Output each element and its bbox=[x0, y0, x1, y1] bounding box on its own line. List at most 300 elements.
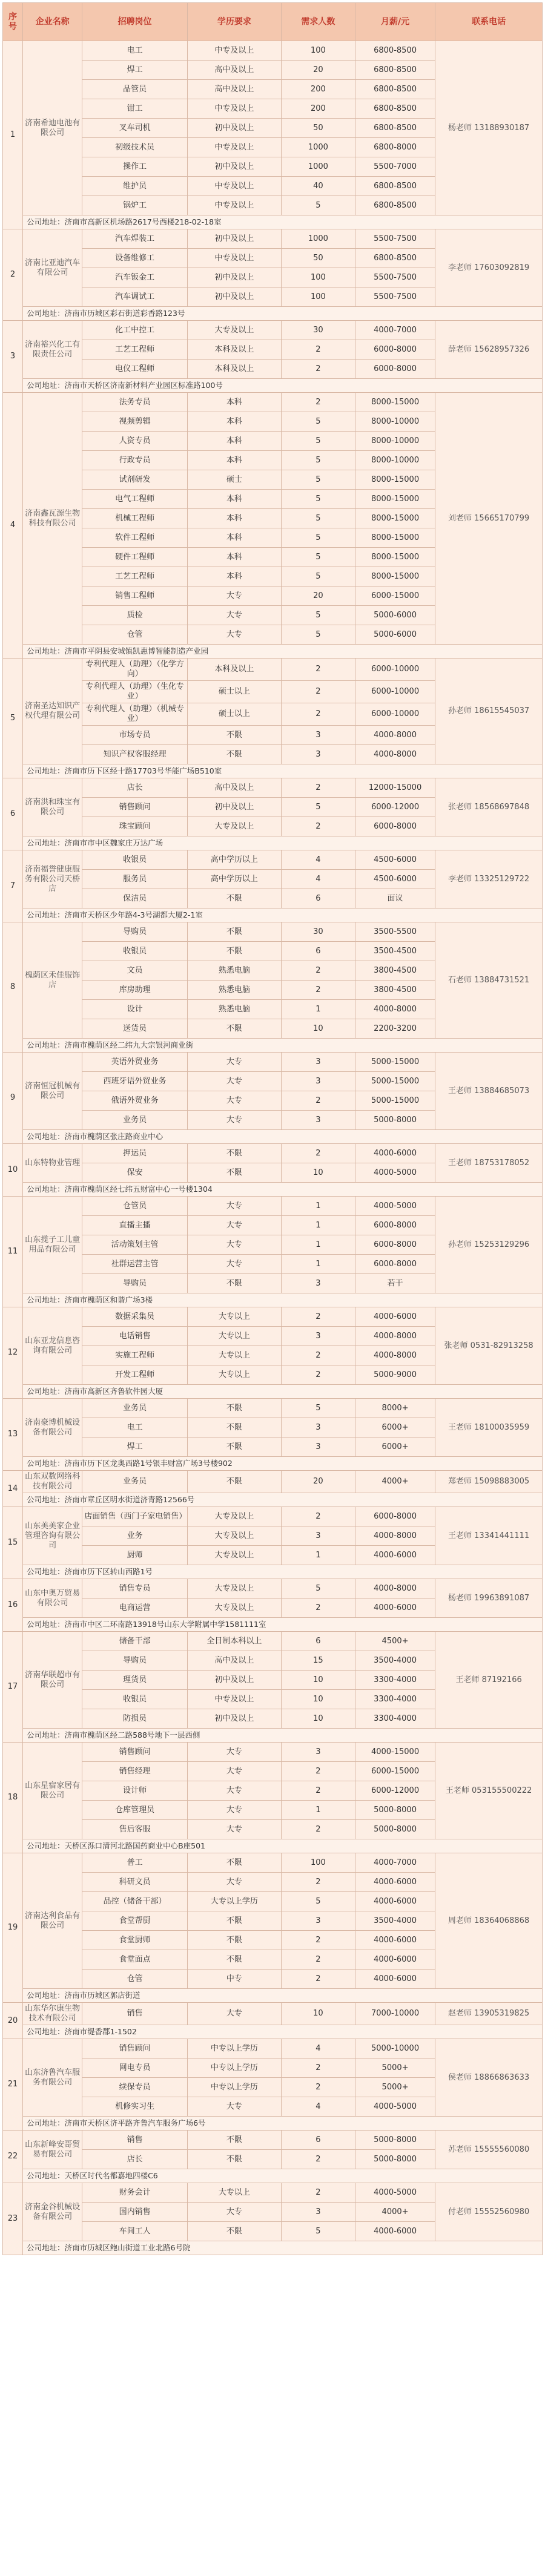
job-count: 5 bbox=[281, 625, 355, 645]
job-count: 1 bbox=[281, 1546, 355, 1565]
job-position: 直播主播 bbox=[82, 1216, 188, 1235]
job-position: 理货员 bbox=[82, 1671, 188, 1690]
company-contact: 张老师 18568697848 bbox=[435, 778, 543, 836]
job-salary: 5000+ bbox=[355, 2058, 435, 2078]
company-contact: 薛老师 15628957326 bbox=[435, 321, 543, 379]
job-salary: 6000-8000 bbox=[355, 1507, 435, 1526]
job-salary: 5500-7000 bbox=[355, 157, 435, 177]
address-row bbox=[3, 2117, 543, 2131]
job-salary: 5000-15000 bbox=[355, 1072, 435, 1091]
job-position: 业务员 bbox=[82, 1111, 188, 1130]
job-count: 1 bbox=[281, 1216, 355, 1235]
company-seq: 10 bbox=[3, 1144, 23, 1197]
job-position: 叉车司机 bbox=[82, 119, 188, 138]
address-row bbox=[3, 1130, 543, 1144]
header-contact: 联系电话 bbox=[435, 3, 543, 41]
header-position: 招聘岗位 bbox=[82, 3, 188, 41]
job-position: 车间工人 bbox=[82, 2222, 188, 2241]
job-salary: 4000+ bbox=[355, 1471, 435, 1493]
job-salary: 4500-6000 bbox=[355, 870, 435, 889]
job-education: 大专 bbox=[187, 2203, 281, 2222]
job-position: 销售顾问 bbox=[82, 1743, 188, 1762]
company-contact: 赵老师 13905319825 bbox=[435, 2003, 543, 2025]
job-position: 英语外贸业务 bbox=[82, 1053, 188, 1072]
job-education: 初中及以上 bbox=[187, 268, 281, 288]
job-position: 工艺工程师 bbox=[82, 567, 188, 586]
company-address: 公司地址：济南市市中区魏家庄万达广场 bbox=[23, 836, 543, 850]
job-education: 大专及以上 bbox=[187, 321, 281, 340]
table-row bbox=[3, 229, 543, 249]
job-position: 珠宝顾问 bbox=[82, 817, 188, 836]
job-salary: 3300-4000 bbox=[355, 1709, 435, 1729]
job-education: 本科 bbox=[187, 528, 281, 548]
job-count: 4 bbox=[281, 2039, 355, 2058]
job-position: 销售经理 bbox=[82, 1762, 188, 1781]
job-education: 大专 bbox=[187, 586, 281, 606]
address-row bbox=[3, 1385, 543, 1399]
address-row bbox=[3, 1293, 543, 1307]
address-row bbox=[3, 1039, 543, 1053]
job-position: 销售工程师 bbox=[82, 586, 188, 606]
job-education: 大专 bbox=[187, 1197, 281, 1216]
job-count: 1000 bbox=[281, 138, 355, 157]
job-salary: 5000-8000 bbox=[355, 1111, 435, 1130]
job-salary: 4000-6000 bbox=[355, 1950, 435, 1970]
job-education: 不限 bbox=[187, 1144, 281, 1163]
job-education: 大专 bbox=[187, 1053, 281, 1072]
recruitment-table bbox=[2, 2, 543, 2255]
job-education: 高中及以上 bbox=[187, 80, 281, 99]
job-education: 不限 bbox=[187, 1399, 281, 1418]
job-count: 3 bbox=[281, 1418, 355, 1438]
job-position: 化工中控工 bbox=[82, 321, 188, 340]
job-education: 大专 bbox=[187, 1072, 281, 1091]
job-salary: 2200-3200 bbox=[355, 1019, 435, 1039]
job-salary: 5000-6000 bbox=[355, 606, 435, 625]
job-position: 收银员 bbox=[82, 942, 188, 961]
job-count: 6 bbox=[281, 2131, 355, 2150]
job-count: 5 bbox=[281, 798, 355, 817]
job-salary: 4000-6000 bbox=[355, 1598, 435, 1618]
job-position: 西班牙语外贸业务 bbox=[82, 1072, 188, 1091]
job-education: 大专 bbox=[187, 1801, 281, 1820]
job-count: 4 bbox=[281, 2097, 355, 2117]
job-position: 品管员 bbox=[82, 80, 188, 99]
company-seq: 19 bbox=[3, 1853, 23, 2003]
company-contact: 王老师 18753178052 bbox=[435, 1144, 543, 1183]
job-count: 10 bbox=[281, 2003, 355, 2025]
company-contact: 王老师 87192166 bbox=[435, 1632, 543, 1729]
job-education: 不限 bbox=[187, 1163, 281, 1183]
job-position: 国内销售 bbox=[82, 2203, 188, 2222]
job-salary: 4000-5000 bbox=[355, 2097, 435, 2117]
job-salary: 6000-8000 bbox=[355, 340, 435, 360]
address-row bbox=[3, 836, 543, 850]
job-count: 2 bbox=[281, 1931, 355, 1950]
job-education: 大专以上 bbox=[187, 1365, 281, 1385]
job-education: 中专以上学历 bbox=[187, 2078, 281, 2097]
table-row bbox=[3, 393, 543, 412]
job-count: 5 bbox=[281, 548, 355, 567]
job-salary: 5000+ bbox=[355, 2078, 435, 2097]
job-salary: 4000-6000 bbox=[355, 2222, 435, 2241]
table-row bbox=[3, 659, 543, 681]
company-seq: 5 bbox=[3, 659, 23, 778]
job-salary: 6000-12000 bbox=[355, 798, 435, 817]
job-count: 2 bbox=[281, 1873, 355, 1892]
job-position: 仓库管理员 bbox=[82, 1801, 188, 1820]
job-position: 试剂研发 bbox=[82, 470, 188, 490]
address-row bbox=[3, 2025, 543, 2039]
company-contact: 侯老师 18866863633 bbox=[435, 2039, 543, 2117]
job-education: 初中及以上 bbox=[187, 1671, 281, 1690]
job-salary: 8000-10000 bbox=[355, 412, 435, 432]
job-count: 200 bbox=[281, 80, 355, 99]
company-name: 山东特物业管理 bbox=[23, 1144, 82, 1183]
company-name: 山东亚龙信息咨询有限公司 bbox=[23, 1307, 82, 1385]
job-count: 2 bbox=[281, 1781, 355, 1801]
job-position: 软件工程师 bbox=[82, 528, 188, 548]
address-row bbox=[3, 1618, 543, 1632]
job-salary: 3500-4500 bbox=[355, 942, 435, 961]
job-salary: 5000-8000 bbox=[355, 1820, 435, 1839]
job-salary: 6000-8000 bbox=[355, 360, 435, 379]
job-position: 销售顾问 bbox=[82, 2039, 188, 2058]
job-position: 防损员 bbox=[82, 1709, 188, 1729]
job-position: 业务 bbox=[82, 1526, 188, 1546]
job-count: 100 bbox=[281, 41, 355, 61]
job-salary: 4000-6000 bbox=[355, 1144, 435, 1163]
job-salary: 8000-15000 bbox=[355, 509, 435, 528]
company-address: 公司地址：济南市缇香郡1-1502 bbox=[23, 2025, 543, 2039]
company-address: 公司地址：济南市历城区鲍山街道工业北路6号院 bbox=[23, 2241, 543, 2255]
job-count: 2 bbox=[281, 2150, 355, 2169]
job-salary: 面议 bbox=[355, 889, 435, 908]
job-count: 5 bbox=[281, 196, 355, 215]
job-position: 设备维修工 bbox=[82, 249, 188, 268]
job-salary: 4000-7000 bbox=[355, 1853, 435, 1873]
job-education: 大专及以上 bbox=[187, 817, 281, 836]
job-education: 本科 bbox=[187, 490, 281, 509]
job-salary: 4000-8000 bbox=[355, 1579, 435, 1598]
job-education: 大专及以上 bbox=[187, 1507, 281, 1526]
job-count: 2 bbox=[281, 340, 355, 360]
company-contact: 郑老师 15098883005 bbox=[435, 1471, 543, 1493]
job-education: 大专 bbox=[187, 1216, 281, 1235]
job-count: 10 bbox=[281, 1019, 355, 1039]
job-position: 销售 bbox=[82, 2131, 188, 2150]
job-count: 2 bbox=[281, 1762, 355, 1781]
job-count: 10 bbox=[281, 1709, 355, 1729]
company-contact: 王老师 18100035959 bbox=[435, 1399, 543, 1457]
company-seq: 14 bbox=[3, 1471, 23, 1507]
job-education: 本科 bbox=[187, 432, 281, 451]
job-count: 1 bbox=[281, 1000, 355, 1019]
table-row bbox=[3, 321, 543, 340]
job-education: 不限 bbox=[187, 1853, 281, 1873]
job-education: 不限 bbox=[187, 726, 281, 745]
job-count: 3 bbox=[281, 1111, 355, 1130]
job-education: 不限 bbox=[187, 1471, 281, 1493]
job-education: 中专及以上 bbox=[187, 1690, 281, 1709]
job-education: 大专 bbox=[187, 1255, 281, 1274]
company-name: 济南裕兴化工有限责任公司 bbox=[23, 321, 82, 379]
job-position: 电话销售 bbox=[82, 1327, 188, 1346]
job-education: 初中及以上 bbox=[187, 1709, 281, 1729]
job-salary: 3300-4000 bbox=[355, 1671, 435, 1690]
company-name: 济南华联超市有限公司 bbox=[23, 1632, 82, 1729]
company-address: 公司地址：济南市历城区彩石街道彩香路123号 bbox=[23, 307, 543, 321]
job-position: 电工 bbox=[82, 41, 188, 61]
company-name: 济南达利食品有限公司 bbox=[23, 1853, 82, 1989]
company-address: 公司地址：济南市历城区郭店街道 bbox=[23, 1989, 543, 2003]
job-position: 保安 bbox=[82, 1163, 188, 1183]
job-salary: 3800-4500 bbox=[355, 961, 435, 981]
job-salary: 5000-10000 bbox=[355, 2039, 435, 2058]
job-salary: 5000-8000 bbox=[355, 1801, 435, 1820]
job-position: 库房助理 bbox=[82, 981, 188, 1000]
company-seq: 9 bbox=[3, 1053, 23, 1144]
job-position: 导购员 bbox=[82, 1651, 188, 1671]
job-count: 1000 bbox=[281, 229, 355, 249]
job-education: 不限 bbox=[187, 1019, 281, 1039]
job-salary: 5000-6000 bbox=[355, 625, 435, 645]
job-position: 汽车钣金工 bbox=[82, 268, 188, 288]
company-seq: 7 bbox=[3, 850, 23, 922]
address-row bbox=[3, 1183, 543, 1197]
job-education: 大专 bbox=[187, 1762, 281, 1781]
job-education: 大专 bbox=[187, 625, 281, 645]
address-row bbox=[3, 1989, 543, 2003]
job-count: 5 bbox=[281, 432, 355, 451]
job-position: 钳工 bbox=[82, 99, 188, 119]
job-education: 初中及以上 bbox=[187, 798, 281, 817]
job-education: 不限 bbox=[187, 1950, 281, 1970]
job-position: 实施工程师 bbox=[82, 1346, 188, 1365]
job-position: 市场专员 bbox=[82, 726, 188, 745]
table-row bbox=[3, 1399, 543, 1418]
job-education: 硕士以上 bbox=[187, 681, 281, 703]
job-education: 中专以上学历 bbox=[187, 2058, 281, 2078]
job-education: 不限 bbox=[187, 1911, 281, 1931]
job-position: 店面销售（西门子家电销售） bbox=[82, 1507, 188, 1526]
table-row bbox=[3, 1307, 543, 1327]
table-row bbox=[3, 1144, 543, 1163]
company-address: 公司地址：济南市天桥区济平路齐鲁汽车服务广场6号 bbox=[23, 2117, 543, 2131]
job-education: 全日制本科以上 bbox=[187, 1632, 281, 1651]
job-count: 3 bbox=[281, 1274, 355, 1293]
job-count: 10 bbox=[281, 1671, 355, 1690]
job-count: 2 bbox=[281, 1598, 355, 1618]
company-address: 公司地址：天桥区时代名都嘉地四楼C6 bbox=[23, 2169, 543, 2183]
job-salary: 4000-8000 bbox=[355, 1346, 435, 1365]
job-position: 普工 bbox=[82, 1853, 188, 1873]
job-salary: 3800-4500 bbox=[355, 981, 435, 1000]
job-count: 1 bbox=[281, 1255, 355, 1274]
job-salary: 6000-8000 bbox=[355, 1216, 435, 1235]
job-salary: 3500-4000 bbox=[355, 1651, 435, 1671]
job-education: 不限 bbox=[187, 1274, 281, 1293]
job-education: 大专以上 bbox=[187, 2183, 281, 2203]
job-salary: 8000-10000 bbox=[355, 451, 435, 470]
job-position: 机械工程师 bbox=[82, 509, 188, 528]
company-name: 山东美美家企业管理咨询有限公司 bbox=[23, 1507, 82, 1565]
company-address: 公司地址：济南市高新区机场路2617号西楼218-02-18室 bbox=[23, 215, 543, 229]
table-row bbox=[3, 1197, 543, 1216]
job-position: 食堂帮厨 bbox=[82, 1911, 188, 1931]
job-education: 本科及以上 bbox=[187, 659, 281, 681]
job-position: 机修实习生 bbox=[82, 2097, 188, 2117]
job-count: 10 bbox=[281, 1690, 355, 1709]
job-education: 中专及以上 bbox=[187, 41, 281, 61]
company-name: 济南鑫瓦源生物科技有限公司 bbox=[23, 393, 82, 645]
job-count: 20 bbox=[281, 586, 355, 606]
job-salary: 6000+ bbox=[355, 1418, 435, 1438]
company-seq: 20 bbox=[3, 2003, 23, 2039]
address-row bbox=[3, 2169, 543, 2183]
job-education: 高中及以上 bbox=[187, 61, 281, 80]
header-count: 需求人数 bbox=[281, 3, 355, 41]
company-name: 山东中奥万贸易有限公司 bbox=[23, 1579, 82, 1618]
job-salary: 5000-8000 bbox=[355, 2150, 435, 2169]
job-education: 大专及以上 bbox=[187, 1546, 281, 1565]
job-education: 大专 bbox=[187, 1743, 281, 1762]
job-count: 2 bbox=[281, 2183, 355, 2203]
job-count: 2 bbox=[281, 2058, 355, 2078]
job-position: 法务专员 bbox=[82, 393, 188, 412]
job-count: 4 bbox=[281, 850, 355, 870]
job-position: 锅炉工 bbox=[82, 196, 188, 215]
job-position: 收银员 bbox=[82, 850, 188, 870]
company-contact: 王老师 053155500222 bbox=[435, 1743, 543, 1839]
job-salary: 8000-15000 bbox=[355, 470, 435, 490]
job-salary: 6800-8500 bbox=[355, 99, 435, 119]
job-position: 售后客服 bbox=[82, 1820, 188, 1839]
job-count: 6 bbox=[281, 889, 355, 908]
job-education: 熟悉电脑 bbox=[187, 981, 281, 1000]
job-education: 大专及以上 bbox=[187, 1526, 281, 1546]
job-count: 5 bbox=[281, 2222, 355, 2241]
job-education: 大专及以上 bbox=[187, 1579, 281, 1598]
company-address: 公司地址：济南市槐荫区张庄路商业中心 bbox=[23, 1130, 543, 1144]
job-count: 100 bbox=[281, 1853, 355, 1873]
job-count: 2 bbox=[281, 1970, 355, 1989]
job-position: 专利代理人（助理）（化学方向） bbox=[82, 659, 188, 681]
job-education: 本科 bbox=[187, 509, 281, 528]
company-name: 济南恒冠机械有限公司 bbox=[23, 1053, 82, 1130]
table-row bbox=[3, 922, 543, 942]
job-salary: 6000-12000 bbox=[355, 1781, 435, 1801]
job-education: 硕士 bbox=[187, 470, 281, 490]
job-count: 2 bbox=[281, 778, 355, 798]
job-position: 质检 bbox=[82, 606, 188, 625]
company-address: 公司地址：济南市中区二环南路13918号山东大学附属中学1581111室 bbox=[23, 1618, 543, 1632]
job-salary: 6000+ bbox=[355, 1438, 435, 1457]
job-position: 店长 bbox=[82, 778, 188, 798]
job-position: 焊工 bbox=[82, 61, 188, 80]
job-salary: 4000-5000 bbox=[355, 1197, 435, 1216]
company-contact: 刘老师 15665170799 bbox=[435, 393, 543, 645]
job-salary: 6000-10000 bbox=[355, 703, 435, 726]
job-count: 5 bbox=[281, 1892, 355, 1911]
job-salary: 4000-6000 bbox=[355, 1873, 435, 1892]
company-contact: 苏老师 15555560080 bbox=[435, 2131, 543, 2169]
job-salary: 6000-8000 bbox=[355, 1235, 435, 1255]
job-salary: 8000-15000 bbox=[355, 567, 435, 586]
job-salary: 5000-15000 bbox=[355, 1091, 435, 1111]
company-name: 山东济鲁汽车服务有限公司 bbox=[23, 2039, 82, 2117]
job-salary: 4000-5000 bbox=[355, 1163, 435, 1183]
job-salary: 4500+ bbox=[355, 1632, 435, 1651]
job-count: 6 bbox=[281, 1632, 355, 1651]
job-salary: 4000-6000 bbox=[355, 1931, 435, 1950]
job-position: 初级技术员 bbox=[82, 138, 188, 157]
address-row bbox=[3, 2241, 543, 2255]
job-salary: 8000+ bbox=[355, 1399, 435, 1418]
job-position: 仓管 bbox=[82, 625, 188, 645]
company-name: 槐荫区禾佳服饰店 bbox=[23, 922, 82, 1039]
job-count: 100 bbox=[281, 288, 355, 307]
job-salary: 4000-8000 bbox=[355, 1327, 435, 1346]
header-salary: 月薪/元 bbox=[355, 3, 435, 41]
job-count: 50 bbox=[281, 119, 355, 138]
table-row bbox=[3, 1471, 543, 1493]
job-count: 2 bbox=[281, 817, 355, 836]
company-seq: 11 bbox=[3, 1197, 23, 1307]
company-name: 济南洪和珠宝有限公司 bbox=[23, 778, 82, 836]
job-position: 销售专员 bbox=[82, 1579, 188, 1598]
job-count: 5 bbox=[281, 528, 355, 548]
job-position: 服务员 bbox=[82, 870, 188, 889]
company-contact: 杨老师 13188930187 bbox=[435, 41, 543, 215]
address-row bbox=[3, 908, 543, 922]
job-salary: 6000-10000 bbox=[355, 681, 435, 703]
company-address: 公司地址：济南市天桥区济南新材料产业园区标准路100号 bbox=[23, 379, 543, 393]
job-count: 40 bbox=[281, 177, 355, 196]
job-count: 5 bbox=[281, 490, 355, 509]
company-seq: 16 bbox=[3, 1579, 23, 1632]
table-row bbox=[3, 1743, 543, 1762]
company-seq: 4 bbox=[3, 393, 23, 659]
job-education: 大专 bbox=[187, 1091, 281, 1111]
job-position: 电仪工程师 bbox=[82, 360, 188, 379]
job-position: 汽车调试工 bbox=[82, 288, 188, 307]
job-position: 续保专员 bbox=[82, 2078, 188, 2097]
job-count: 100 bbox=[281, 268, 355, 288]
job-education: 大专 bbox=[187, 1873, 281, 1892]
address-row bbox=[3, 1457, 543, 1471]
company-seq: 15 bbox=[3, 1507, 23, 1579]
company-seq: 12 bbox=[3, 1307, 23, 1399]
job-salary: 5500-7500 bbox=[355, 229, 435, 249]
job-education: 不限 bbox=[187, 1438, 281, 1457]
company-name: 山东华尔康生物技术有限公司 bbox=[23, 2003, 82, 2025]
job-position: 工艺工程师 bbox=[82, 340, 188, 360]
company-address: 公司地址：济南市平阴县安城镇凯惠博智能制造产业园 bbox=[23, 645, 543, 659]
job-education: 不限 bbox=[187, 922, 281, 942]
job-education: 大专以上学历 bbox=[187, 1892, 281, 1911]
job-salary: 4000-6000 bbox=[355, 1970, 435, 1989]
job-salary: 5500-7500 bbox=[355, 268, 435, 288]
job-salary: 4000-8000 bbox=[355, 1526, 435, 1546]
job-salary: 6800-8500 bbox=[355, 249, 435, 268]
table-row bbox=[3, 1632, 543, 1651]
job-salary: 6000-15000 bbox=[355, 586, 435, 606]
job-position: 销售 bbox=[82, 2003, 188, 2025]
table-row bbox=[3, 2183, 543, 2203]
job-education: 不限 bbox=[187, 2150, 281, 2169]
company-contact: 付老师 15552560980 bbox=[435, 2183, 543, 2241]
